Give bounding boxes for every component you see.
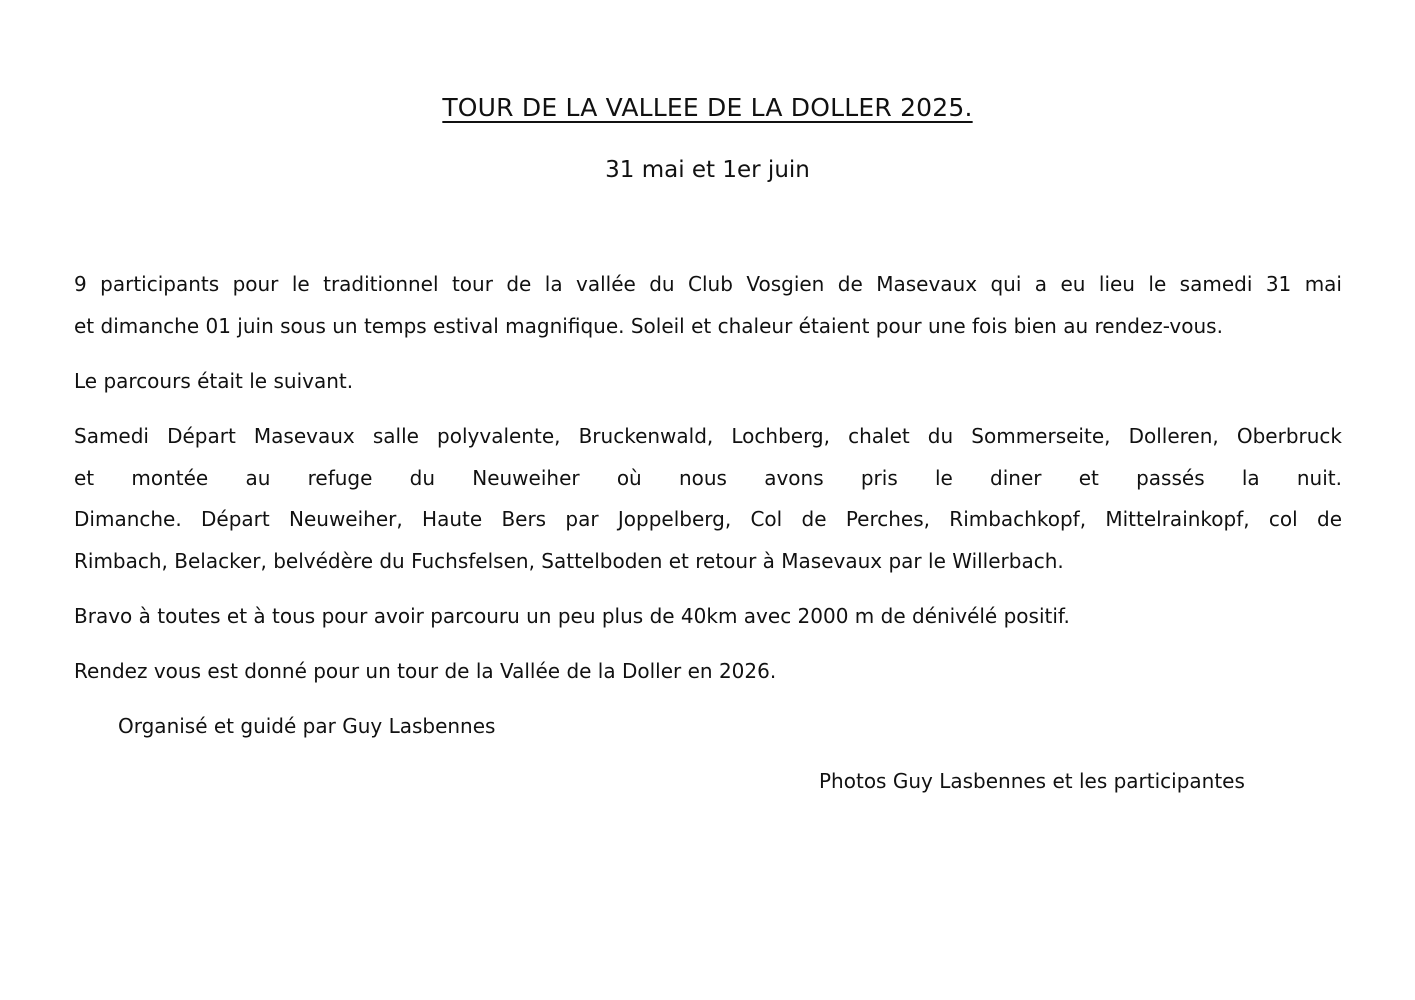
route-paragraph-line: et montée au refuge du Neuweiher où nous avons pris le diner et passés la nuit. <box>74 465 1342 490</box>
route-paragraph-line: Samedi Départ Masevaux salle polyvalente, Bruckenwald, Lochberg, chalet du Sommerseite, Dolleren, Oberbruck <box>74 424 1342 448</box>
document-title: TOUR DE LA VALLEE DE LA DOLLER 2025. <box>442 93 973 122</box>
organizer-credit: Organisé et guidé par Guy Lasbennes <box>118 714 496 738</box>
intro-paragraph-line: 9 participants pour le traditionnel tour de la vallée du Club Vosgien de Masevaux qui a eu lieu le samedi 31 mai <box>74 272 1342 296</box>
intro-paragraph-line: et dimanche 01 juin sous un temps estival magnifique. Soleil et chaleur étaient pour une fois bien au rendez-vous. <box>74 313 1223 338</box>
photos-credit: Photos Guy Lasbennes et les participantes <box>819 769 1245 793</box>
route-paragraph-line: Dimanche. Départ Neuweiher, Haute Bers par Joppelberg, Col de Perches, Rimbachkopf, Mittelrainkopf, col de <box>74 507 1342 531</box>
route-paragraph-line: Rimbach, Belacker, belvédère du Fuchsfelsen, Sattelboden et retour à Masevaux par le Willerbach. <box>74 548 1064 573</box>
congratulations-paragraph: Bravo à toutes et à tous pour avoir parcouru un peu plus de 40km avec 2000 m de dénivélé positif. <box>74 604 1070 628</box>
route-paragraph <box>74 416 1342 582</box>
route-intro-paragraph: Le parcours était le suivant. <box>74 369 354 393</box>
next-event-paragraph: Rendez vous est donné pour un tour de la Vallée de la Doller en 2026. <box>74 659 777 683</box>
intro-paragraph <box>74 264 1342 347</box>
event-dates: 31 mai et 1er juin <box>605 157 810 183</box>
